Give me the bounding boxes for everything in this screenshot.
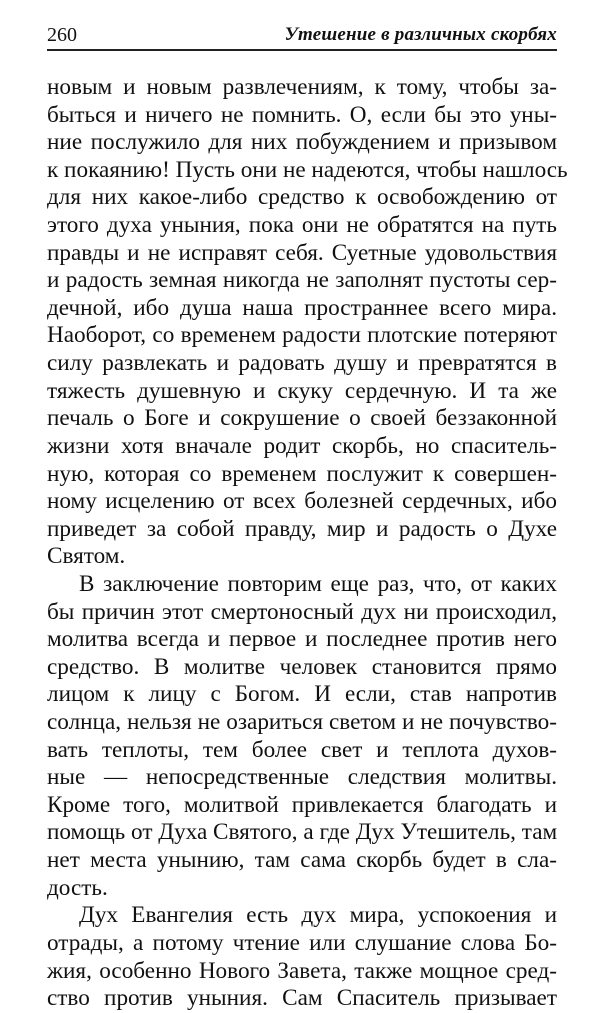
text-line: средство. В молитве человек становится прямо <box>47 653 557 680</box>
text-line: солнца, нельзя не озариться светом и не почувство- <box>47 709 557 736</box>
text-line: Дух Евангелия есть дух мира, успокоения и <box>79 902 557 929</box>
text-line: нет места унынию, там сама скорбь будет в сла- <box>47 847 557 874</box>
text-line: дечной, ибо душа наша пространнее всего мира. <box>47 294 557 321</box>
text-line: к покаянию! Пусть они не надеются, чтобы нашлось <box>47 156 568 183</box>
body-text <box>47 74 568 1013</box>
text-line: помощь от Духа Святого, а где Дух Утешитель, там <box>47 819 558 846</box>
text-line: и радость земная никогда не заполнят пустоты сер- <box>47 267 557 294</box>
text-line: Кроме того, молитвой привлекается благодать и <box>47 791 557 818</box>
text-line: ство против уныния. Сам Спаситель призывает <box>47 985 557 1012</box>
text-line: быться и ничего не помнить. О, если бы это уны- <box>47 101 557 128</box>
text-line: Наоборот, со временем радости плотские потеряют <box>47 322 557 349</box>
text-line: В заключение повторим еще раз, что, от каких <box>79 570 557 597</box>
text-line: этого духа уныния, пока они не обратятся на путь <box>47 212 557 239</box>
text-line: приведет за собой правду, мир и радость о Духе <box>47 515 557 542</box>
text-line: жия, особенно Нового Завета, также мощное сред- <box>47 957 557 984</box>
text-line: дость. <box>47 874 108 901</box>
header-rule <box>47 49 557 51</box>
text-line: ние послужило для них побуждением и призывом <box>47 129 557 156</box>
text-line: правды и не исправят себя. Суетные удовольствия <box>47 239 557 266</box>
text-line: вать теплоты, тем более свет и теплота духов- <box>47 736 557 763</box>
text-line: печаль о Боге и сокрушение о своей беззаконной <box>47 405 557 432</box>
text-line: лицом к лицу с Богом. И если, став напротив <box>47 681 557 708</box>
text-line: новым и новым развлечениям, к тому, чтобы за- <box>47 74 557 100</box>
text-line: силу развлекать и радовать душу и превратятся в <box>47 350 557 377</box>
text-line: бы причин этот смертоносный дух ни происходил, <box>47 598 557 625</box>
text-line: тяжесть душевную и скуку сердечную. И та же <box>47 377 557 404</box>
text-line: жизни хотя вначале родит скорбь, но спаситель- <box>47 432 557 459</box>
text-line: молитва всегда и первое и последнее против него <box>47 626 557 653</box>
text-line: Святом. <box>47 543 126 570</box>
text-line: отрады, а потому чтение или слушание слова Бо- <box>47 929 557 956</box>
text-line: ную, которая со временем послужит к совершен- <box>47 460 557 487</box>
text-line: для них какое-либо средство к освобождению от <box>47 184 557 211</box>
text-line: ные — непосредственные следствия молитвы. <box>47 764 557 791</box>
text-line: ному исцелению от всех болезней сердечных, ибо <box>47 488 557 515</box>
page-number: 260 <box>47 24 77 46</box>
page-header <box>40 22 557 50</box>
running-title: Утешение в различных скорбях <box>284 24 557 45</box>
